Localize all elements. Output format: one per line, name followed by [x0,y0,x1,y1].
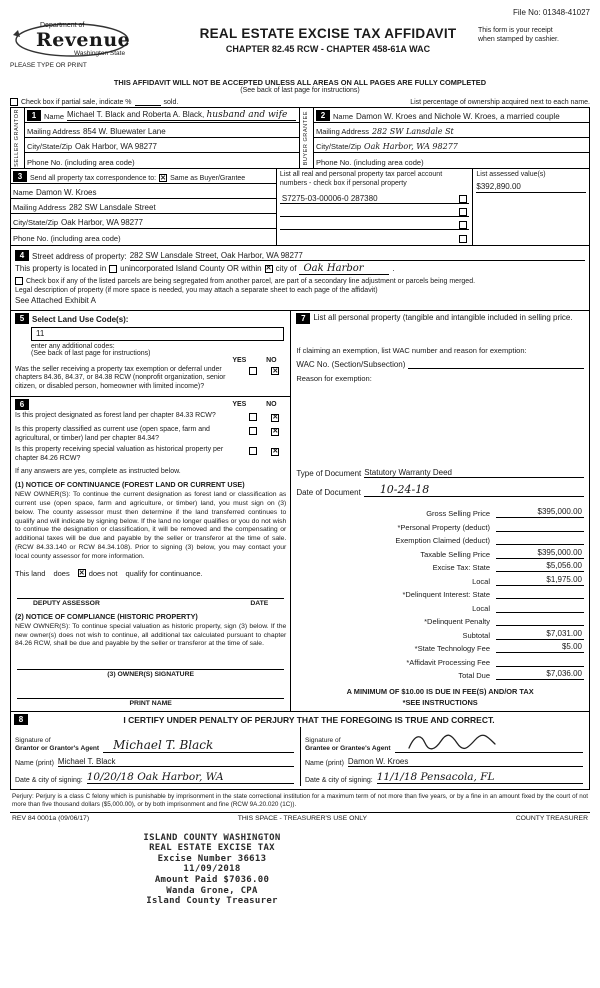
dor-logo [10,18,178,76]
buyer-name-label: Name [333,112,354,121]
date-label: DATE [250,599,269,607]
forest-land-question [15,412,286,424]
check-mark: ✕ [272,367,279,375]
wac-number-label: WAC No. (Section/Subsection) [296,359,406,369]
deputy-assessor-signature-line[interactable] [17,586,284,599]
check-mark: ✕ [272,448,279,456]
continuance-qualify-row [15,569,286,578]
treasurer-stamp [94,833,330,907]
parcel-personal-checkbox-3[interactable] [459,221,467,229]
exemption-yes-checkbox[interactable] [249,367,257,375]
if-yes-instruction: If any answers are yes, complete as instructed below. [15,468,181,476]
check-mark: ✕ [78,569,85,577]
perjury-statement: Perjury: Perjury is a class C felony which is punishable by imprisonment in the state correctional institution for a maximum term of not more than five years, or by a fine in an amount fixed by the court of not more than five thousand dollars ($5,000.00), or by both imprisonment and fine (RCW 9A.20.020 (1C)). [12,793,588,809]
exemption-claim-label: If claiming an exemption, list WAC number and reason for exemption: [296,345,527,355]
seller-grantor-block [11,108,300,168]
grantor-date-city-field[interactable]: 10/20/18 Oak Harbor, WA [87,771,294,784]
period-text: . [392,264,395,273]
grantor-agent-label: Grantor or Grantor's Agent [15,745,100,752]
money-label: *State Technology Fee [414,644,490,654]
stamp-line: REAL ESTATE EXCISE TAX [149,843,275,854]
land-use-code-field[interactable]: 11 [31,327,284,341]
county-treasurer-label: COUNTY TREASURER [515,814,588,822]
gross-selling-price-field[interactable]: $395,000.00 [496,507,584,518]
does-label: does [53,568,70,578]
current-use-question-text: Is this property classified as current use (open space, farm and agricultural, or timber) land per chapter 84.34? [15,426,210,443]
land-use-title: Select Land Use Code(s): [32,314,129,324]
treasurer-use-only: THIS SPACE - TREASURER'S USE ONLY [237,814,368,822]
money-label: *Delinquent Interest: State [402,590,490,600]
buyer-side-label [300,108,314,168]
type-of-document-field[interactable]: Statutory Warranty Deed [364,468,584,478]
assessed-value-field[interactable]: $392,890.00 [476,182,586,193]
seller-name-field[interactable] [67,110,296,121]
seller-name-handwritten: husband and wife [206,110,288,120]
section-8 [10,711,590,790]
grantee-agent-label: Grantee or Grantee's Agent [305,745,391,752]
seller-address-label: Mailing Address [27,127,80,136]
buyer-name-field[interactable]: Damon W. Kroes and Nichole W. Kroes, a married couple [356,112,560,121]
section-4 [10,245,590,311]
check-mark: ✕ [272,428,279,436]
check-mark: ✕ [265,265,272,272]
receipt-note-line2: when stamped by cashier. [478,36,559,44]
legal-description-value[interactable]: See Attached Exhibit A [15,295,96,305]
money-label: *Delinquent Penalty [424,617,490,627]
check-mark: ✕ [272,414,279,422]
grantor-signature-field[interactable] [103,733,294,753]
form-subtitle: CHAPTER 82.45 RCW - CHAPTER 458-61A WAC [225,44,431,54]
date-of-document-field[interactable]: 10-24-18 [364,483,584,497]
subtotal-field[interactable]: $7,031.00 [496,629,584,640]
segregated-checkbox[interactable] [15,277,23,285]
total-due-field[interactable]: $7,036.00 [496,669,584,680]
buyer-address-field[interactable]: 282 SW Lansdale St [371,127,454,136]
notice-continuance-body: NEW OWNER(S): To continue the current designation as forest land or classification as current use (open space, farm and agriculture, or timber) land, you must sign on (3) below. The county assessor must then determine if the land transferred continues to qualify and will indicate by signing below. If the land no longer qualifies or you do not wish to continue the designation or classification, it will be removed and the compensating or additional taxes will be due and payable by the seller or transferor at the time of sale. (RCW 84.33.140 or RCW 84.34.108). Prior to signing (3) below, you may contact your local county assessor for more information. [15,491,287,560]
historic-no-checkbox[interactable] [271,448,279,456]
tax-exemption-question [15,366,286,393]
street-address-label: Street address of property: [32,251,127,261]
reason-exemption-blank-area[interactable] [296,383,584,399]
check-mark: ✕ [160,174,167,182]
buyer-grantee-block [300,108,589,168]
footer-row [10,812,590,823]
section-2-badge: 2 [316,110,330,121]
current-use-question [15,426,286,444]
yes-no-header-6 [228,401,286,408]
notice-compliance-body: NEW OWNER(S): To continue special valuation as historic property, sign (3) below. If the new owner(s) does not wish to continue, all additional tax calculated pursuant to chapter 84.26 RCW, shall be due and payable by the seller or transferor at the time of sale. [15,622,287,648]
form-title: REAL ESTATE EXCISE TAX AFFIDAVIT [199,26,457,41]
current-use-yes-checkbox[interactable] [249,427,257,435]
yes-header: YES [232,356,247,364]
correspondence-label: Send all property tax correspondence to: [30,175,157,182]
no-header: NO [266,356,277,364]
city-checkbox[interactable] [265,265,273,273]
seller-word: SELLER [14,142,21,167]
parcel-personal-checkbox-1[interactable] [459,195,467,203]
current-use-no-checkbox[interactable] [271,428,279,436]
unincorporated-checkbox[interactable] [109,265,117,273]
this-land-label: This land [15,568,46,578]
does-not-label: does not [88,568,118,578]
grantee-signature-block [300,727,589,786]
money-label: Subtotal [462,630,490,640]
grantee-date-city-field[interactable]: 11/1/18 Pensacola, FL [377,771,583,784]
section-6-badge: 6 [15,399,29,410]
buyer-phone-label: Phone No. (including area code) [316,158,424,167]
logo-department-of: Department of [40,22,85,29]
personal-property-blank-area[interactable] [296,324,584,346]
notice-compliance-title: (2) NOTICE OF COMPLIANCE (HISTORIC PROPERTY) [15,611,198,621]
affidavit-processing-fee-field[interactable] [496,657,584,667]
rev-form-number: REV 84 0001a (09/06/17) [12,814,90,822]
section-3-badge: 3 [13,171,27,182]
money-label: *Affidavit Processing Fee [406,657,490,667]
personal-property-title: List all personal property (tangible and intangible included in selling price. [313,313,573,323]
unincorporated-label: unincorporated Island County OR within [120,264,262,273]
excise-tax-state-field[interactable]: $5,056.00 [496,561,584,572]
same-as-buyer-checkbox[interactable] [159,174,167,182]
stamp-line: Wanda Grone, CPA [166,885,258,896]
seller-name-value: Michael T. Black and Roberta A. Black, [67,110,205,119]
money-label: Total Due [458,671,490,681]
receipt-note [478,18,590,76]
city-of-label: city of [275,264,297,273]
print-name-caption: PRINT NAME [129,700,172,708]
completion-warning: THIS AFFIDAVIT WILL NOT BE ACCEPTED UNLESS ALL AREAS ON ALL PAGES ARE FULLY COMPLETED [113,78,487,87]
money-label: Taxable Selling Price [420,549,490,559]
see-instructions-note: *SEE INSTRUCTIONS [402,698,478,708]
grantor-name-print-field[interactable]: Michael T. Black [58,757,294,767]
historic-property-question [15,446,286,464]
forest-yes-checkbox[interactable] [249,413,257,421]
parcel-personal-checkbox-2[interactable] [459,208,467,216]
corr-city-field[interactable]: Oak Harbor, WA 98277 [61,218,143,227]
legal-description-label: Legal description of property (if more space is needed, you may attach a separate sheet to each page of the affidavit) [15,286,378,294]
money-label: Exemption Claimed (deduct) [395,536,490,546]
parcel-personal-checkbox-4[interactable] [459,235,467,243]
grantee-name-print-label: Name (print) [305,760,344,768]
grantor-word: GRANTOR [14,109,21,141]
excise-tax-table [296,505,584,681]
middle-columns [10,310,590,713]
ownership-percentage-note: List percentage of ownership acquired next to each name. [410,99,590,106]
section-3 [10,168,590,246]
delinquent-penalty-field[interactable] [496,616,584,626]
historic-question-text: Is this property receiving special valuation as historical property per chapter 84.26 RCW? [15,446,224,463]
owners-signature-line[interactable] [17,657,284,670]
signature-of-label: Signature of [305,736,341,744]
section-5 [11,311,290,398]
seller-name-label: Name [44,112,65,121]
seller-side-label [11,108,25,168]
seller-address-field[interactable]: 854 W. Bluewater Lane [82,127,166,136]
assessed-value-header: List assessed value(s) [476,171,546,178]
yes-header: YES [232,401,247,409]
stamp-line: ISLAND COUNTY WASHINGTON [143,832,281,843]
partial-sale-percent-field[interactable] [135,98,161,106]
section-8-badge: 8 [14,714,28,725]
money-label: Gross Selling Price [426,509,490,519]
grantor-name-print-label: Name (print) [15,760,54,768]
exemption-no-checkbox[interactable] [271,367,279,375]
grantee-signature-mark [405,732,497,752]
see-back-instructions: (See back of last page for instructions) [31,349,151,357]
corr-city-label: City/State/Zip [13,218,59,227]
buyer-word: BUYER [303,143,310,166]
logo-revenue: Revenue [36,29,131,51]
seller-city-field[interactable]: Oak Harbor, WA 98277 [75,142,157,151]
perjury-certification: I CERTIFY UNDER PENALTY OF PERJURY THAT THE FOREGOING IS TRUE AND CORRECT. [123,714,495,725]
type-of-document-label: Type of Document [296,468,362,478]
delinquent-interest-local-field[interactable] [496,603,584,613]
parcel-number-field[interactable]: S7275-03-00006-0 287380 [281,193,378,203]
grantee-name-print-field[interactable]: Damon W. Kroes [348,757,583,767]
corr-phone-label: Phone No. (including area code) [13,234,121,243]
no-header: NO [266,401,277,409]
stamp-line: 11/09/2018 [183,864,241,875]
owners-signature-caption: (3) OWNER(S) SIGNATURE [107,671,195,679]
money-label: Excise Tax: State [432,563,490,573]
stamp-line: Excise Number 36613 [157,853,267,864]
please-type-or-print: PLEASE TYPE OR PRINT [10,62,87,69]
wac-number-field[interactable] [408,360,584,369]
buyer-city-label: City/State/Zip [316,142,362,151]
grantee-signature-field[interactable] [395,732,583,753]
file-number: File No: 01348-41027 [513,8,590,17]
street-address-field[interactable]: 282 SW Lansdale Street, Oak Harbor, WA 98277 [130,251,585,261]
stamp-line: Island County Treasurer [146,896,278,907]
forest-no-checkbox[interactable] [271,414,279,422]
state-technology-fee-field[interactable]: $5.00 [496,642,584,653]
date-of-document-label: Date of Document [296,487,361,497]
corr-name-field[interactable]: Damon W. Kroes [36,188,97,197]
taxable-selling-price-field[interactable]: $395,000.00 [496,548,584,559]
parcel-numbers-header: List all real and personal property tax parcel account numbers - check box if personal property [279,171,443,187]
money-label: *Personal Property (deduct) [397,522,490,532]
corr-address-label: Mailing Address [13,203,66,212]
personal-property-deduct-field[interactable] [496,522,584,532]
delinquent-interest-state-field[interactable] [496,589,584,599]
city-name-field[interactable]: Oak Harbor [299,263,389,275]
exemption-claimed-field[interactable] [496,535,584,545]
receipt-note-line1: This form is your receipt [478,27,553,34]
money-label: Local [472,576,490,586]
grantor-date-city-label: Date & city of signing: [15,777,83,785]
additional-codes-label: enter any additional codes: [31,342,115,350]
seller-city-label: City/State/Zip [27,142,73,151]
yes-no-header-5 [15,357,286,364]
corr-name-label: Name [13,188,34,197]
money-label: Local [472,603,490,613]
tax-exemption-question-text: Was the seller receiving a property tax exemption or deferral under chapters 84.36, 84.37, or 84.38 RCW (nonprofit organization, senior citizen, or disabled person, homeowner with limited income)? [15,365,226,391]
section-7 [291,311,589,712]
section-6 [11,397,290,711]
section-4-badge: 4 [15,250,29,261]
grantor-signature-handwriting: Michael T. Black [113,738,214,753]
segregated-note: Check box if any of the listed parcels are being segregated from another parcel, are part of a secondary line adjustment or parcels being merged. [26,277,476,285]
buyer-address-label: Mailing Address [316,127,369,136]
section-5-badge: 5 [15,313,29,324]
sold-label: sold. [163,99,179,106]
historic-yes-checkbox[interactable] [249,447,257,455]
corr-address-field[interactable]: 282 SW Lansdale Street [68,203,156,212]
does-not-checkbox[interactable] [78,569,86,577]
signature-of-label: Signature of [15,736,51,744]
logo-washington-state: Washington State [74,50,126,57]
reason-exemption-label: Reason for exemption: [296,373,372,383]
form-header [10,18,590,76]
same-as-buyer-label: Same as Buyer/Grantee [170,175,246,182]
buyer-city-field[interactable]: Oak Harbor, WA 98277 [364,142,458,151]
seller-phone-label: Phone No. (including area code) [27,158,135,167]
forest-land-question-text: Is this project designated as forest land per chapter 84.33 RCW? [15,412,216,420]
section-7-badge: 7 [296,313,310,324]
partial-sale-checkbox[interactable] [10,98,18,106]
deputy-assessor-label: DEPUTY ASSESSOR [33,599,100,607]
stamp-line: Amount Paid $7036.00 [154,875,270,886]
located-in-label: This property is located in [15,264,107,273]
excise-tax-local-field[interactable]: $1,975.00 [496,575,584,586]
print-name-line[interactable] [17,686,284,699]
qualify-label: qualify for continuance. [125,568,203,578]
see-back-note: (See back of last page for instructions) [240,87,360,94]
section-1-badge: 1 [27,110,41,121]
grantee-word: GRANTEE [303,110,310,142]
minimum-fee-note: A MINIMUM OF $10.00 IS DUE IN FEE(S) AND/OR TAX [346,687,534,697]
partial-sale-label: Check box if partial sale, indicate % [21,99,132,106]
partial-sale-row [10,98,590,106]
parties-section [10,107,590,169]
grantor-signature-block [11,727,300,786]
grantee-date-city-label: Date & city of signing: [305,777,373,785]
notice-continuance-title: (1) NOTICE OF CONTINUANCE (FOREST LAND OR CURRENT USE) [15,480,245,490]
